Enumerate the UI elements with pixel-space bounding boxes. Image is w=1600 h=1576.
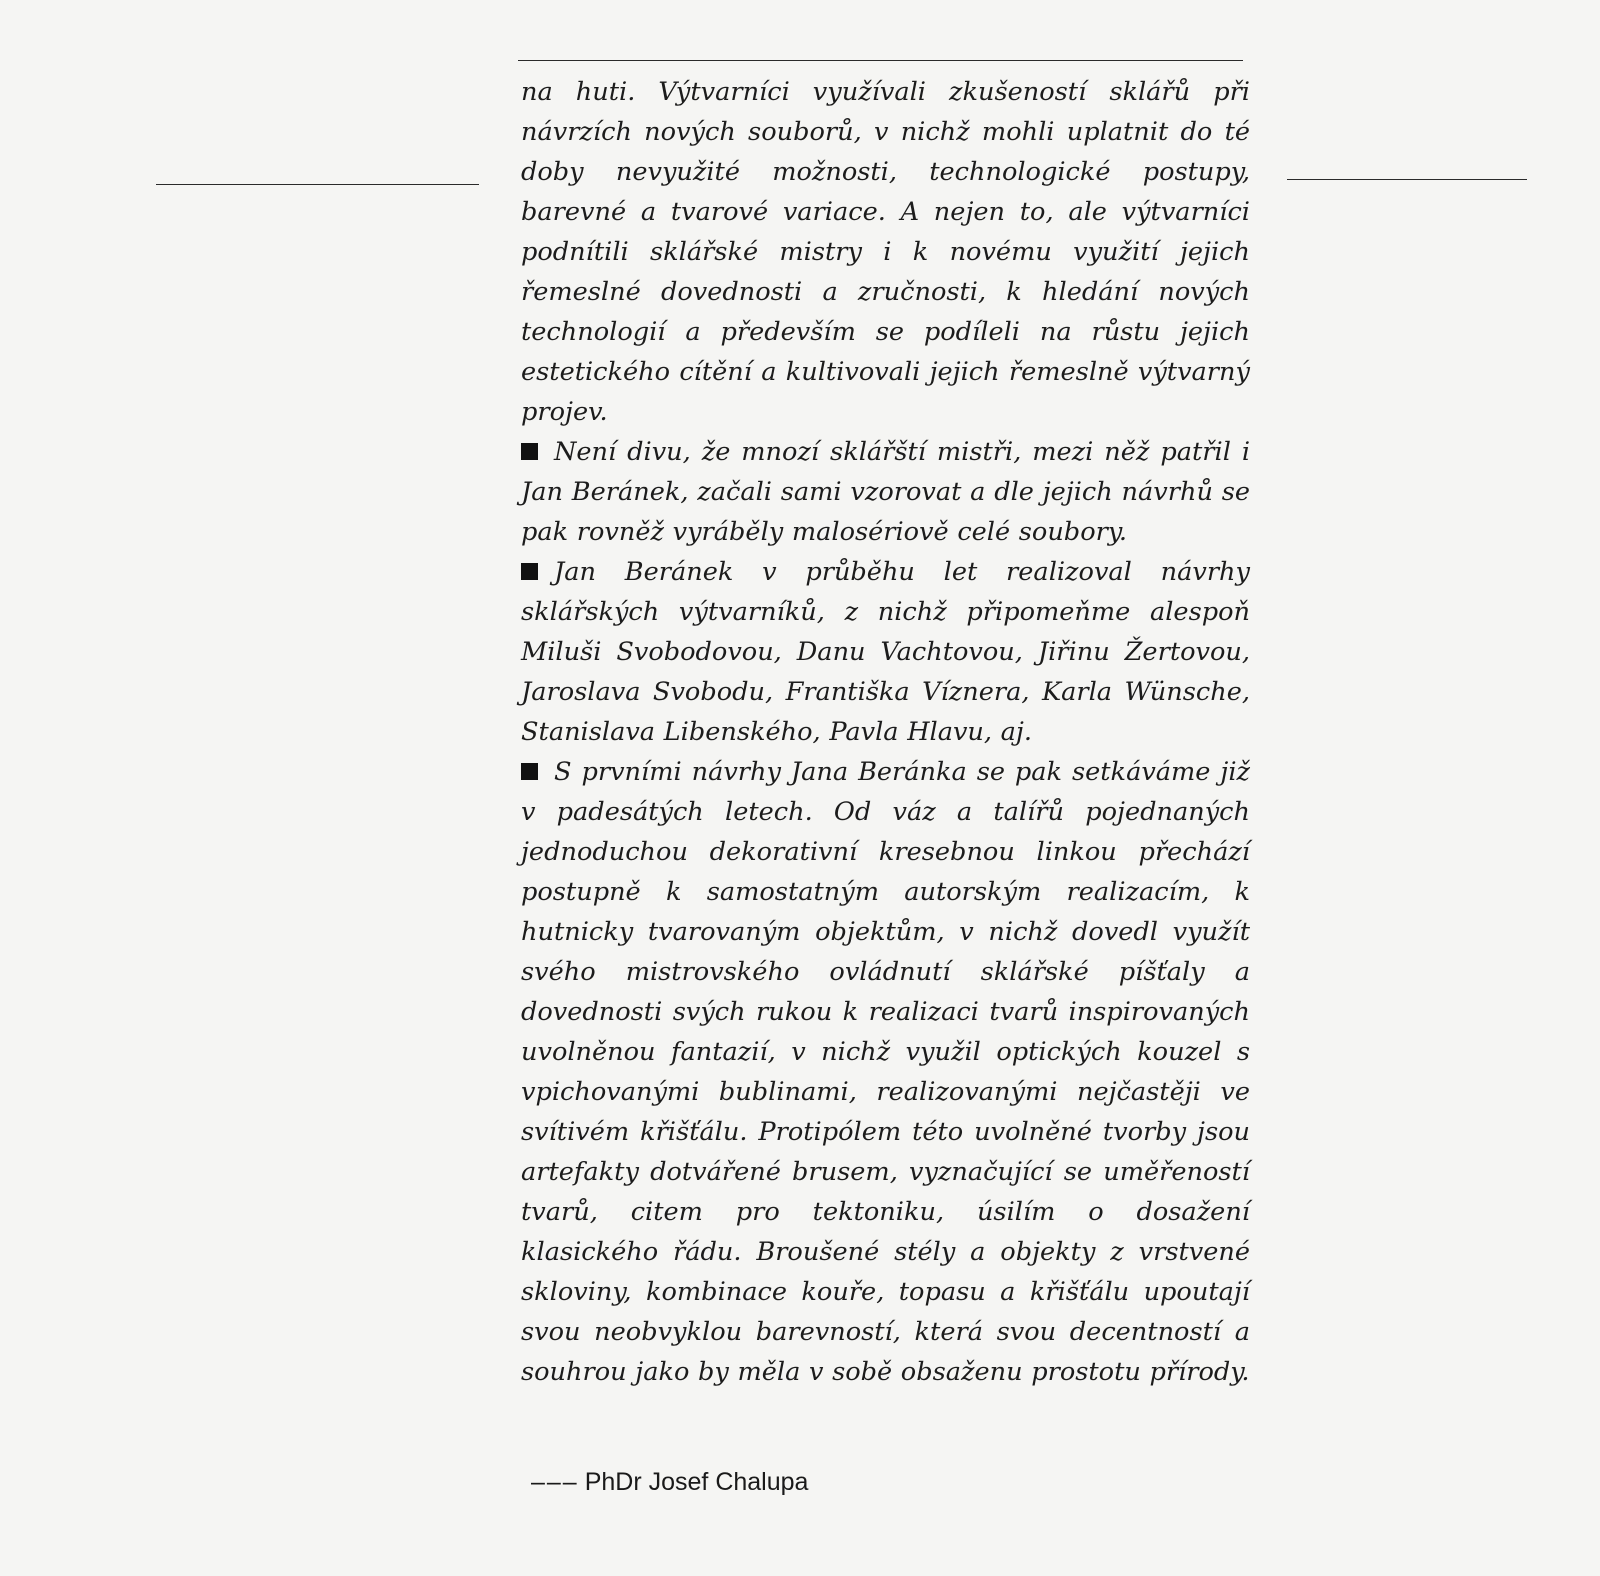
left-margin-rule [156, 184, 479, 185]
paragraph-3-text: Jan Beránek v průběhu let realizoval návrhy sklářských výtvarníků, z nichž připomeňme alespoň Miluši Svobodovou, Danu Vachtovou, Jiřinu Žertovou, Jaroslava Svobodu, Františka Víznera, Karla Wünsche, Stanislava Libenského, Pavla Hlavu, aj. [521, 557, 1250, 747]
signature-dash: ––– [531, 1468, 579, 1496]
signature-author: PhDr Josef Chalupa [584, 1468, 809, 1496]
square-bullet-icon [521, 563, 538, 580]
signature [531, 1468, 808, 1497]
square-bullet-icon [521, 443, 538, 460]
paragraph-1 [521, 72, 1250, 432]
paragraph-1-text: na huti. Výtvarníci využívali zkušeností sklářů při návrzích nových souborů, v nichž mohli uplatnit do té doby nevyužité možnosti, technologické postupy, barevné a tvarové variace. A nejen to, ale výtvarníci podnítili sklářské mistry i k novému využití jejich řemeslné dovednosti a zručnosti, k hledání nových technologií a především se podíleli na růstu jejich estetického cítění a kultivovali jejich řemeslně výtvarný projev. [521, 77, 1250, 427]
paragraph-2 [521, 432, 1250, 552]
paragraph-4 [521, 752, 1250, 1392]
text-column [521, 72, 1250, 1392]
paragraph-3 [521, 552, 1250, 752]
top-rule [518, 60, 1243, 61]
paragraph-2-text: Není divu, že mnozí sklářští mistři, mezi něž patřil i Jan Beránek, začali sami vzorovat a dle jejich návrhů se pak rovněž vyráběly malosériově celé soubory. [521, 437, 1250, 547]
paragraph-4-text: S prvními návrhy Jana Beránka se pak setkáváme již v padesátých letech. Od váz a talířů pojednaných jednoduchou dekorativní kresebnou linkou přechází postupně k samostatným autorským realizacím, k hutnicky tvarovaným objektům, v nichž dovedl využít svého mistrovského ovládnutí sklářské píšťaly a dovednosti svých rukou k realizaci tvarů inspirovaných uvolněnou fantazií, v nichž využil optických kouzel s vpichovanými bublinami, realizovanými nejčastěji ve svítivém křišťálu. Protipólem této uvolněné tvorby jsou artefakty dotvářené brusem, vyznačující se uměřeností tvarů, citem pro tektoniku, úsilím o dosažení klasického řádu. Broušené stély a objekty z vrstvené skloviny, kombinace kouře, topasu a křišťálu upoutají svou neobvyklou barevností, která svou decentností a souhrou jako by měla v sobě obsaženu prostotu přírody. [521, 757, 1250, 1387]
right-margin-rule [1287, 179, 1527, 180]
square-bullet-icon [521, 763, 538, 780]
